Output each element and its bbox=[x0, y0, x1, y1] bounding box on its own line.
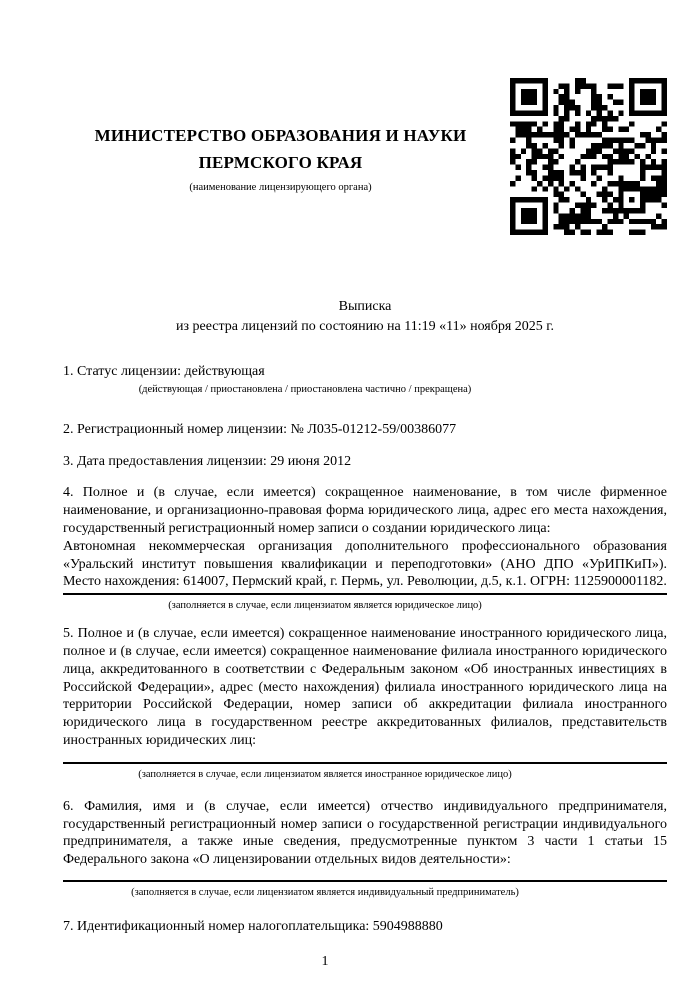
section-registration-number bbox=[63, 421, 667, 439]
section-legal-entity bbox=[63, 484, 667, 612]
section-grant-date bbox=[63, 453, 667, 471]
qr-code-icon bbox=[510, 78, 667, 235]
licensing-authority-block bbox=[63, 78, 510, 194]
individual-entrepreneur-label: 6. Фамилия, имя и (в случае, если имеется) отчество индивидуального предпринимателя, государственный регистрационный номер записи о государственной регистрации индивидуального предпринимателя, а также иные сведения, предусмотренные пунктом 3 части 1 статьи 15 Федерального закона «О лицензировании отдельных видов деятельности»: bbox=[63, 798, 667, 868]
ministry-name-line2: ПЕРМСКОГО КРАЯ bbox=[198, 153, 363, 172]
document-title-line2: из реестра лицензий по состоянию на 11:19 «11» ноября 2025 г. bbox=[176, 319, 554, 334]
ministry-caption: (наименование лицензирующего органа) bbox=[189, 182, 372, 193]
section-license-status bbox=[63, 363, 667, 396]
fill-in-rule bbox=[63, 880, 667, 882]
legal-entity-label: 4. Полное и (в случае, если имеется) сокращенное наименование, в том числе фирменное наименование, и организационно-правовая форма юридического лица, адрес его места нахождения, государственный регистрационный номер записи о создании юридического лица: bbox=[63, 485, 667, 536]
ministry-name-line1: МИНИСТЕРСТВО ОБРАЗОВАНИЯ И НАУКИ bbox=[94, 126, 467, 145]
legal-entity-value: Автономная некоммерческая организация дополнительного профессионального образования «Уральский институт повышения квалификации и переподготовки» (АНО ДПО «УрИПКиП»). Место нахождения: 614007, Пермский край, г. Пермь, ул. Революции, д.5, к.1. ОГРН: 1125900001182. bbox=[63, 538, 667, 590]
page-number: 1 bbox=[321, 953, 329, 969]
foreign-entity-rule-caption: (заполняется в случае, если лицензиатом является иностранное юридическое лицо) bbox=[138, 768, 512, 780]
document-title-line1: Выписка bbox=[338, 299, 392, 314]
section-foreign-entity bbox=[63, 625, 667, 781]
legal-entity-rule-caption: (заполняется в случае, если лицензиатом является юридическое лицо) bbox=[168, 600, 482, 612]
section-individual-entrepreneur bbox=[63, 798, 667, 899]
document-header bbox=[63, 78, 667, 235]
license-status-text: 1. Статус лицензии: действующая bbox=[63, 364, 265, 379]
section-taxpayer-id bbox=[63, 918, 667, 936]
foreign-entity-label: 5. Полное и (в случае, если имеется) сокращенное наименование иностранного юридического лица, полное и (в случае, если имеется) сокращенное наименование филиала иностранного юридического лица, аккредитованного в соответствии с Федеральным законом «Об иностранных инвестициях в Российской Федерации», адрес (место нахождения) филиала иностранного юридического лица на территории Российской Федерации, номер записи об аккредитации филиала иностранного юридического лица в государственном реестре аккредитованных филиалов, представительств иностранных юридических лиц: bbox=[63, 626, 667, 748]
license-status-options-caption: (действующая / приостановлена / приостановлена частично / прекращена) bbox=[138, 383, 472, 395]
page-content bbox=[0, 78, 700, 971]
document-title bbox=[63, 297, 667, 337]
taxpayer-id-text: 7. Идентификационный номер налогоплательщика: 5904988880 bbox=[63, 918, 443, 934]
grant-date-text: 3. Дата предоставления лицензии: 29 июня 2012 bbox=[63, 453, 352, 469]
registration-number-text: 2. Регистрационный номер лицензии: № Л035-01212-59/00386077 bbox=[63, 421, 457, 437]
individual-entrepreneur-rule-caption: (заполняется в случае, если лицензиатом является индивидуальный предприниматель) bbox=[131, 886, 519, 898]
fill-in-rule bbox=[63, 593, 667, 595]
fill-in-rule bbox=[63, 762, 667, 764]
